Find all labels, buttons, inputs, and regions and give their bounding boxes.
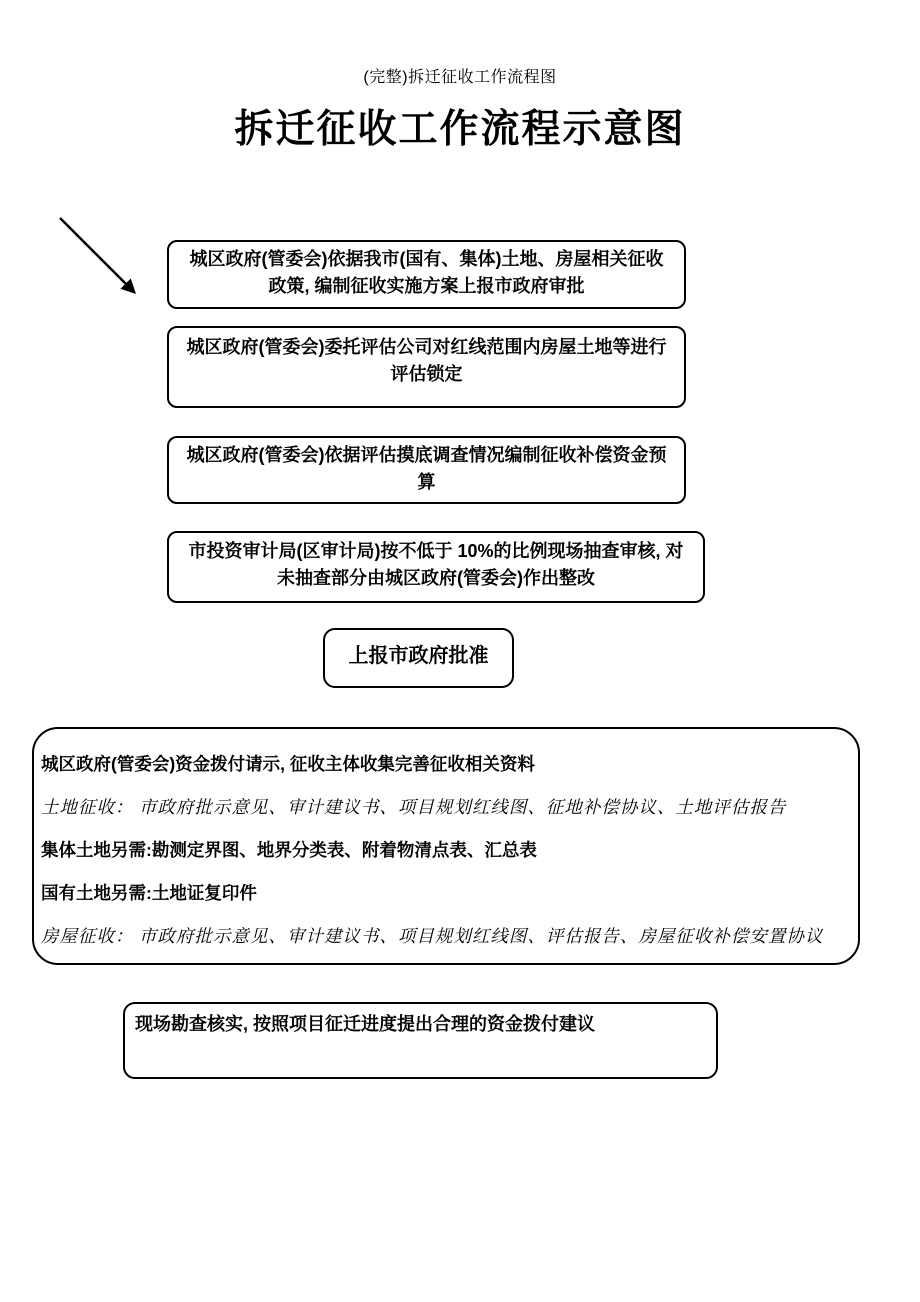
final-step-text: 现场勘查核实, 按照项目征迁进度提出合理的资金拨付建议 xyxy=(135,1014,595,1034)
flow-step-appraisal-lock-line2: 评估锁定 xyxy=(390,364,463,384)
diagonal-down-right-arrow-icon xyxy=(52,210,147,305)
flow-step-budget-line1: 城区政府(管委会)依据评估摸底调查情况编制征收补偿资金预 xyxy=(186,445,667,465)
page-title: 拆迁征收工作流程示意图 xyxy=(234,108,686,151)
flow-step-audit-check-line1: 市投资审计局(区审计局)按不低于 10%的比例现场抽查审核, 对 xyxy=(188,541,684,561)
materials-item-house-expropriation: 房屋征收： 市政府批示意见、审计建议书、项目规划红线图、评估报告、房屋征收补偿安置协议 xyxy=(41,926,824,946)
flow-step-draft-plan-line1: 城区政府(管委会)依据我市(国有、集体)土地、房屋相关征收 xyxy=(189,249,664,269)
flow-step-budget-line2: 算 xyxy=(417,472,436,492)
flow-step-draft-plan xyxy=(167,240,686,309)
flow-step-budget xyxy=(167,436,686,504)
flow-step-draft-plan-line2: 政策, 编制征收实施方案上报市政府审批 xyxy=(268,276,585,296)
document-header: (完整)拆迁征收工作流程图 xyxy=(363,69,557,86)
materials-item-collective-land: 集体土地另需:勘测定界图、地界分类表、附着物清点表、汇总表 xyxy=(41,840,537,860)
flow-step-city-approval-line1: 上报市政府批准 xyxy=(348,645,489,667)
materials-box xyxy=(32,727,860,965)
flow-step-city-approval xyxy=(323,628,514,688)
flow-step-audit-check xyxy=(167,531,705,603)
materials-item-land-expropriation: 土地征收： 市政府批示意见、审计建议书、项目规划红线图、征地补偿协议、土地评估报告 xyxy=(41,797,787,817)
materials-heading: 城区政府(管委会)资金拨付请示, 征收主体收集完善征收相关资料 xyxy=(41,754,535,774)
flow-step-appraisal-lock xyxy=(167,326,686,408)
flow-step-audit-check-line2: 未抽查部分由城区政府(管委会)作出整改 xyxy=(277,568,595,588)
flow-step-appraisal-lock-line1: 城区政府(管委会)委托评估公司对红线范围内房屋土地等进行 xyxy=(186,337,667,357)
materials-item-state-land: 国有土地另需:土地证复印件 xyxy=(41,883,257,903)
final-step-box xyxy=(123,1002,718,1079)
